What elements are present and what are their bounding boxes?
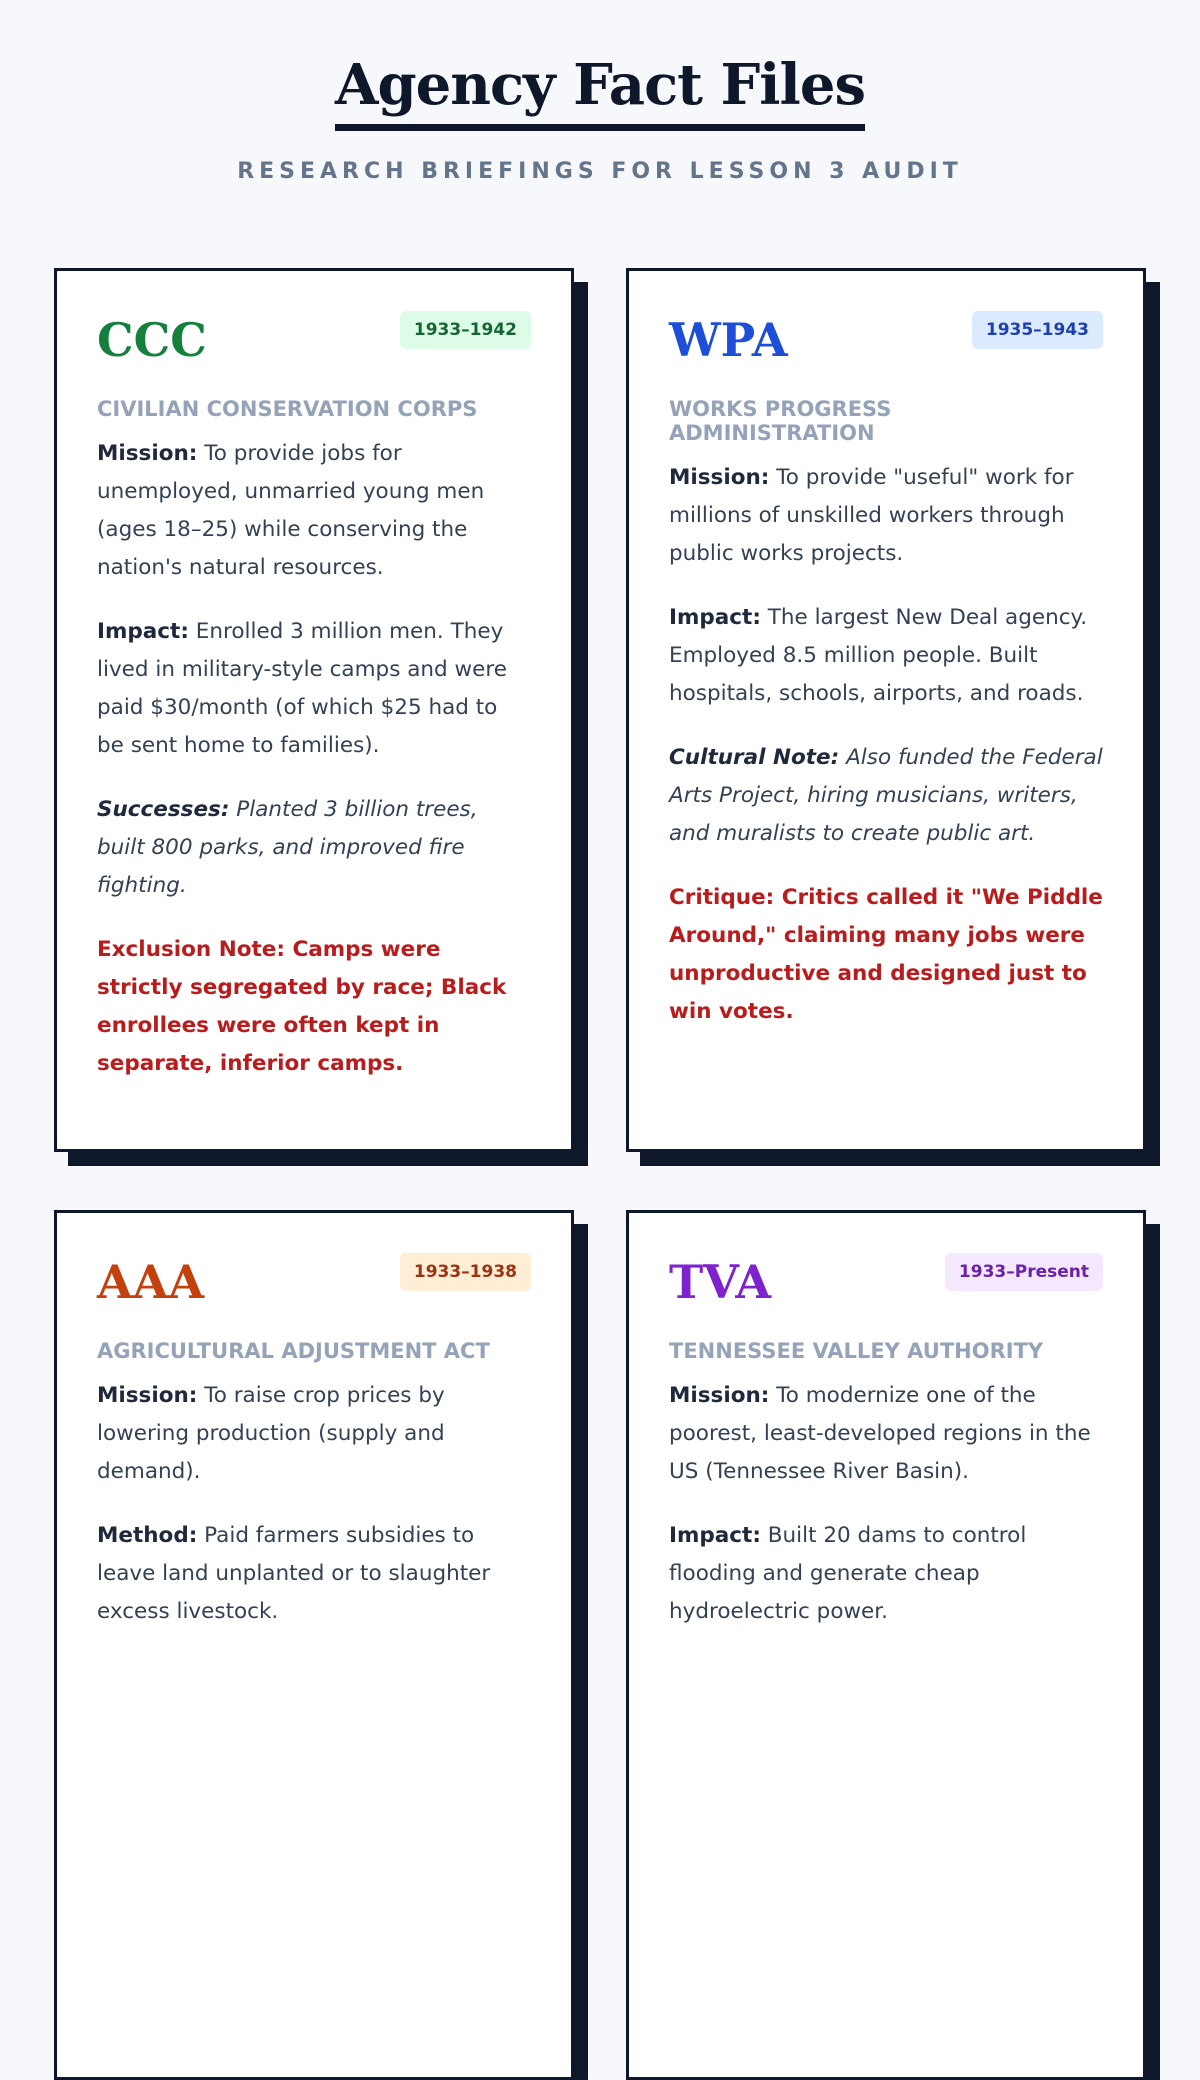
- section-label: Mission:: [669, 1383, 770, 1408]
- mission-section: [97, 1377, 531, 1491]
- section-label: Cultural Note:: [669, 745, 840, 770]
- section-label: Mission:: [97, 441, 198, 466]
- section-label: Critique:: [669, 885, 775, 910]
- agency-card-grid: [54, 268, 1146, 2080]
- section-text: Built 20 dams to control flooding and generate cheap hydroelectric power.: [669, 1523, 1027, 1624]
- mission-section: [97, 435, 531, 587]
- section-label: Impact:: [97, 619, 189, 644]
- section-label: Successes:: [97, 797, 230, 822]
- agency-full-name: TENNESSEE VALLEY AUTHORITY: [669, 1339, 1044, 1363]
- section-label: Impact:: [669, 605, 761, 630]
- agency-acronym: WPA: [669, 313, 788, 367]
- method-section: [97, 1517, 531, 1631]
- impact-section: [97, 613, 531, 765]
- section-text: Paid farmers subsidies to leave land unplanted or to slaughter excess livestock.: [97, 1523, 491, 1624]
- section-label: Exclusion Note:: [97, 937, 285, 962]
- agency-acronym: AAA: [97, 1255, 205, 1309]
- impact-section: [669, 599, 1103, 713]
- section-text: To raise crop prices by lowering production (supply and demand).: [97, 1383, 445, 1484]
- section-label: Impact:: [669, 1523, 761, 1548]
- years-badge: 1935–1943: [972, 311, 1103, 349]
- mission-section: [669, 459, 1103, 573]
- mission-section: [669, 1377, 1103, 1491]
- section-text: Critics called it "We Piddle Around," claiming many jobs were unproductive and designed just to win votes.: [669, 885, 1103, 1024]
- agency-full-name: WORKS PROGRESS ADMINISTRATION: [669, 397, 892, 445]
- impact-section: [669, 1517, 1103, 1631]
- section-label: Mission:: [669, 465, 770, 490]
- years-badge: 1933–Present: [945, 1253, 1103, 1291]
- page-header: [0, 0, 1200, 184]
- cultural-note-section: [669, 739, 1103, 853]
- agency-card-aaa: [54, 1210, 574, 2080]
- section-text: To provide "useful" work for millions of unskilled workers through public works projects.: [669, 465, 1074, 566]
- section-text: Planted 3 billion trees, built 800 parks, and improved fire fighting.: [97, 797, 478, 898]
- section-label: Mission:: [97, 1383, 198, 1408]
- section-text: To provide jobs for unemployed, unmarried young men (ages 18–25) while conserving the nation's natural resources.: [97, 441, 485, 580]
- page-subtitle: RESEARCH BRIEFINGS FOR LESSON 3 AUDIT: [237, 159, 963, 184]
- agency-acronym: CCC: [97, 313, 207, 367]
- agency-card-tva: [626, 1210, 1146, 2080]
- agency-acronym: TVA: [669, 1255, 772, 1309]
- section-label: Method:: [97, 1523, 198, 1548]
- years-badge: 1933–1938: [400, 1253, 531, 1291]
- section-text: Also funded the Federal Arts Project, hiring musicians, writers, and muralists to create public art.: [669, 745, 1103, 846]
- agency-full-name: AGRICULTURAL ADJUSTMENT ACT: [97, 1339, 490, 1363]
- agency-full-name: CIVILIAN CONSERVATION CORPS: [97, 397, 478, 421]
- section-text: The largest New Deal agency. Employed 8.5 million people. Built hospitals, schools, airports, and roads.: [669, 605, 1088, 706]
- section-text: Enrolled 3 million men. They lived in military-style camps and were paid $30/month (of which $25 had to be sent home to families).: [97, 619, 507, 758]
- section-text: To modernize one of the poorest, least-developed regions in the US (Tennessee River Basin).: [669, 1383, 1091, 1484]
- page-title: Agency Fact Files: [335, 52, 865, 131]
- agency-card-ccc: [54, 268, 574, 1152]
- critique-section: [669, 879, 1103, 1031]
- exclusion-note-section: [97, 931, 531, 1083]
- section-text: Camps were strictly segregated by race; Black enrollees were often kept in separate, inferior camps.: [97, 937, 507, 1076]
- agency-card-wpa: [626, 268, 1146, 1152]
- years-badge: 1933–1942: [400, 311, 531, 349]
- successes-section: [97, 791, 531, 905]
